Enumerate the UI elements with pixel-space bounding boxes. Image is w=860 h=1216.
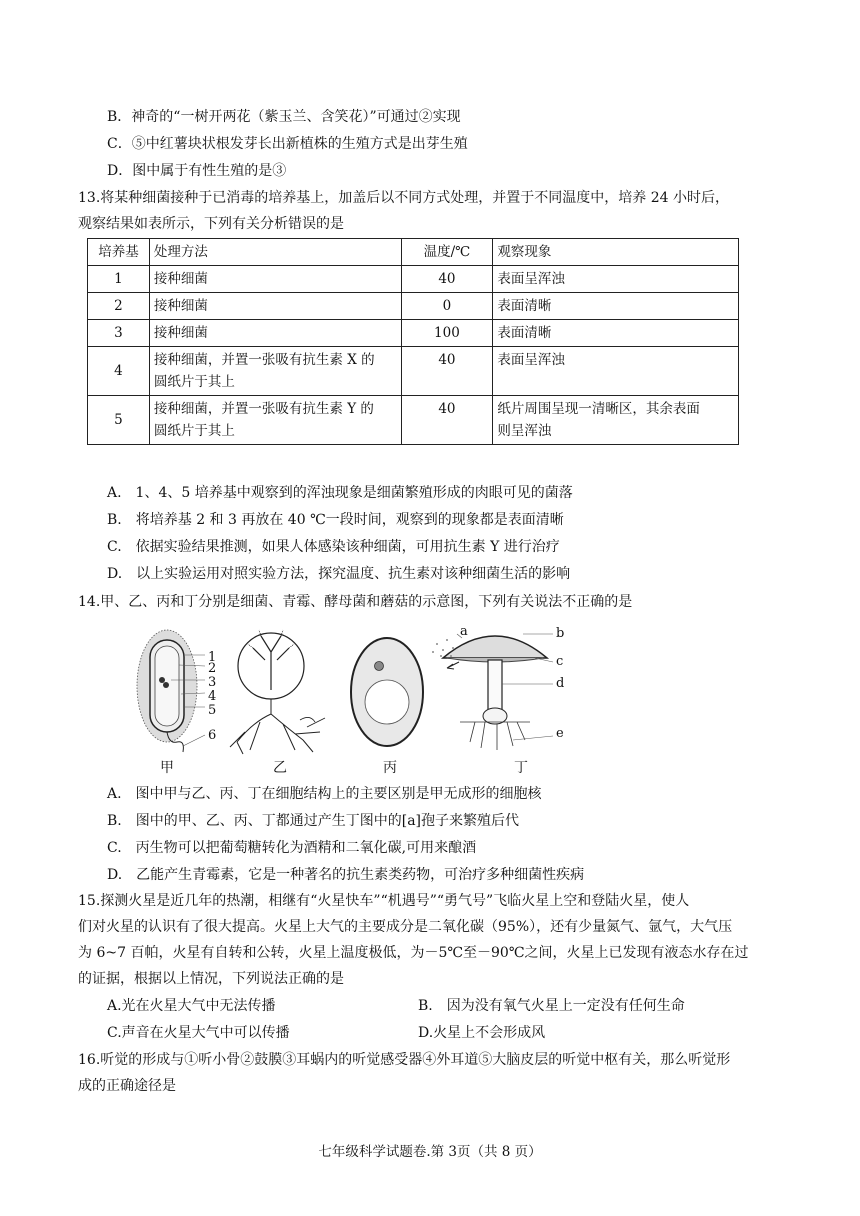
row-id: 5 xyxy=(88,396,150,445)
q15-stem-line1: 15.探测火星是近几年的热潮，相继有“火星快车”“机遇号”“勇气号”飞临火星上空和登陆火星，使人 xyxy=(78,893,690,909)
row-observation: 表面清晰 xyxy=(493,293,739,320)
q13-option-a: A. 1、4、5 培养基中观察到的浑浊现象是细菌繁殖形成的肉眼可见的菌落 xyxy=(107,485,573,501)
q14-stem: 14.甲、乙、丙和丁分别是细菌、青霉、酵母菌和蘑菇的示意图，下列有关说法不正确的是 xyxy=(78,594,633,610)
q15-option-b: B. 因为没有氧气火星上一定没有任何生命 xyxy=(418,998,685,1014)
label-ding: 丁 xyxy=(514,760,528,776)
row-method: 接种细菌 xyxy=(149,320,401,347)
table-row xyxy=(88,396,739,445)
row-temp: 100 xyxy=(401,320,493,347)
row-id: 3 xyxy=(88,320,150,347)
row-id: 1 xyxy=(88,266,150,293)
yeast-illustration xyxy=(351,638,423,746)
row-temp: 40 xyxy=(401,347,493,396)
q12-option-b: B．神奇的“一树开两花（紫玉兰、含笑花）”可通过②实现 xyxy=(107,109,461,125)
mushroom-part-e: e xyxy=(556,726,564,741)
header-temperature: 温度/℃ xyxy=(401,239,493,266)
table-row xyxy=(88,266,739,293)
q15-option-a: A.光在火星大气中无法传播 xyxy=(107,998,276,1014)
label-jia: 甲 xyxy=(160,760,174,776)
mushroom-part-c: c xyxy=(556,654,564,669)
q15-stem-line4: 的证据，根据以上情况，下列说法正确的是 xyxy=(78,971,344,987)
q14-option-b: B. 图中的甲、乙、丙、丁都通过产生丁图中的[a]孢子来繁殖后代 xyxy=(107,813,520,829)
bacterium-part-6: 6 xyxy=(208,728,217,743)
row-observation: 表面呈浑浊 xyxy=(493,266,739,293)
mushroom-part-d: d xyxy=(556,676,565,691)
q12-option-c: C．⑤中红薯块状根发芽长出新植株的生殖方式是出芽生殖 xyxy=(107,136,468,152)
q13-stem-line2: 观察结果如表所示，下列有关分析错误的是 xyxy=(78,216,344,232)
table-header-row xyxy=(88,239,739,266)
row-temp: 0 xyxy=(401,293,493,320)
q13-stem-line1: 13.将某种细菌接种于已消毒的培养基上，加盖后以不同方式处理，并置于不同温度中，培养 24 小时后， xyxy=(78,190,729,206)
q13-option-c: C. 依据实验结果推测，如果人体感染该种细菌，可用抗生素 Y 进行治疗 xyxy=(107,539,560,555)
bacterium-part-1: 1 xyxy=(208,650,217,665)
row-temp: 40 xyxy=(401,266,493,293)
header-medium: 培养基 xyxy=(88,239,150,266)
q13-option-b: B. 将培养基 2 和 3 再放在 40 ℃一段时间，观察到的现象都是表面清晰 xyxy=(107,512,564,528)
page-footer: 七年级科学试题卷.第 3页（共 8 页） xyxy=(318,1144,542,1160)
mushroom-part-b: b xyxy=(556,626,565,641)
row-method: 接种细菌，并置一张吸有抗生素 Y 的 圆纸片于其上 xyxy=(149,396,401,445)
q15-stem-line3: 为 6~7 百帕，火星有自转和公转，火星上温度极低，为－5℃至－90℃之间，火星上已发现有液态水存在过 xyxy=(78,945,749,961)
q15-option-d: D.火星上不会形成风 xyxy=(418,1025,546,1041)
experiment-table xyxy=(87,238,739,445)
q13-option-d: D. 以上实验运用对照实验方法，探究温度、抗生素对该种细菌生活的影响 xyxy=(107,566,571,582)
q14-option-a: A. 图中甲与乙、丙、丁在细胞结构上的主要区别是甲无成形的细胞核 xyxy=(107,786,542,802)
bacterium-part-3: 3 xyxy=(208,675,217,690)
row-temp: 40 xyxy=(401,396,493,445)
q14-option-c: C. 丙生物可以把葡萄糖转化为酒精和二氧化碳,可用来酿酒 xyxy=(107,840,477,856)
q16-stem-line2: 成的正确途径是 xyxy=(78,1078,176,1094)
q14-option-d: D. 乙能产生青霉素，它是一种著名的抗生素类药物，可治疗多种细菌性疾病 xyxy=(107,867,585,883)
table-row xyxy=(88,320,739,347)
row-id: 2 xyxy=(88,293,150,320)
q15-option-c: C.声音在火星大气中可以传播 xyxy=(107,1025,290,1041)
row-method: 接种细菌 xyxy=(149,266,401,293)
row-observation: 纸片周围呈现一清晰区，其余表面 则呈浑浊 xyxy=(493,396,739,445)
row-observation: 表面呈浑浊 xyxy=(493,347,739,396)
label-bing: 丙 xyxy=(383,760,397,776)
bacterium-part-5: 5 xyxy=(208,703,217,718)
q12-option-d: D．图中属于有性生殖的是③ xyxy=(107,163,287,179)
q15-stem-line2: 们对火星的认识有了很大提高。火星上大气的主要成分是二氧化碳（95%），还有少量氮气、氩气，大气压 xyxy=(78,919,733,935)
bacterium-illustration xyxy=(137,630,205,752)
organisms-figure xyxy=(125,622,575,777)
mushroom-illustration xyxy=(432,634,553,750)
penicillium-illustration xyxy=(230,630,325,754)
row-id: 4 xyxy=(88,347,150,396)
row-observation: 表面清晰 xyxy=(493,320,739,347)
mushroom-part-a: a xyxy=(460,624,468,639)
header-method: 处理方法 xyxy=(149,239,401,266)
label-yi: 乙 xyxy=(273,760,287,776)
bacterium-part-4: 4 xyxy=(208,689,217,704)
q16-stem-line1: 16.听觉的形成与①听小骨②鼓膜③耳蜗内的听觉感受器④外耳道⑤大脑皮层的听觉中枢有关，那么听觉形 xyxy=(78,1052,731,1068)
table-row xyxy=(88,347,739,396)
row-method: 接种细菌，并置一张吸有抗生素 X 的 圆纸片于其上 xyxy=(149,347,401,396)
bacterium-part-2: 2 xyxy=(208,661,217,676)
table-row xyxy=(88,293,739,320)
header-observation: 观察现象 xyxy=(493,239,739,266)
row-method: 接种细菌 xyxy=(149,293,401,320)
